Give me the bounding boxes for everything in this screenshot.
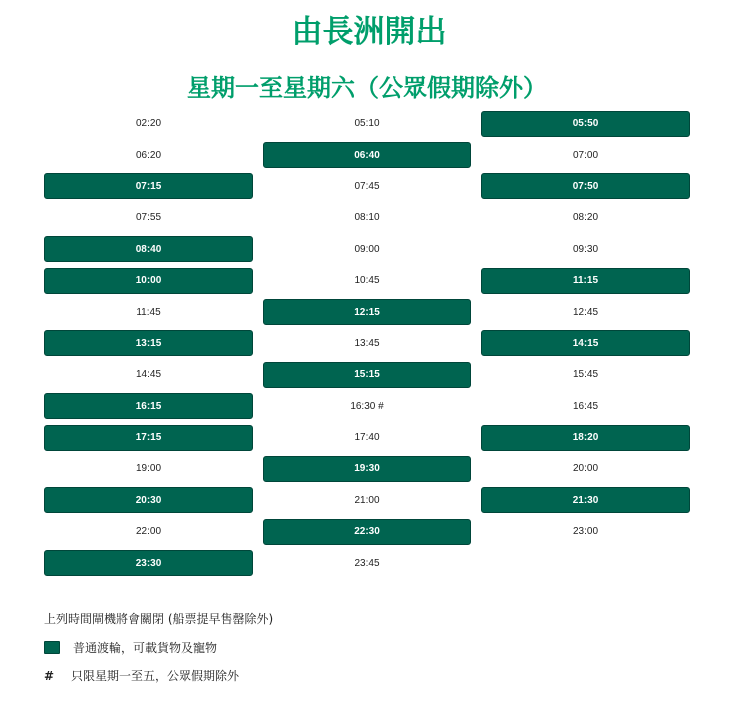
timetable-slot (44, 422, 253, 453)
ordinary-ferry-departure-time: 20:30 (44, 487, 253, 513)
departure-time: 16:45 (572, 400, 599, 412)
departure-time: 06:20 (135, 149, 162, 161)
ordinary-ferry-departure-time: 16:15 (44, 393, 253, 419)
departure-time: 09:00 (354, 243, 380, 255)
departure-time: 19:00 (135, 463, 162, 475)
timetable-slot (481, 108, 690, 139)
departure-time: 23:45 (354, 557, 380, 569)
ordinary-ferry-departure-time: 08:40 (44, 236, 253, 262)
timetable-slot (263, 485, 471, 516)
weekday-only-legend-row (44, 667, 239, 684)
timetable-slot (263, 108, 471, 139)
timetable-slot (263, 359, 471, 390)
departure-time: 17:40 (354, 432, 380, 444)
ordinary-ferry-departure-time: 19:30 (263, 456, 471, 482)
departure-time: 09:30 (572, 243, 599, 255)
ordinary-ferry-legend-row (44, 639, 217, 656)
timetable-slot (44, 171, 253, 202)
timetable-slot (263, 265, 471, 296)
timetable-slot (481, 516, 690, 547)
timetable-slot (44, 328, 253, 359)
timetable-slot (481, 234, 690, 265)
departure-time: 08:20 (572, 212, 599, 224)
timetable-slot (44, 359, 253, 390)
timetable-slot (263, 202, 471, 233)
ordinary-ferry-departure-time: 22:30 (263, 519, 471, 545)
departure-time: 02:20 (135, 118, 162, 130)
timetable-slot (263, 516, 471, 547)
ordinary-ferry-departure-time: 11:15 (481, 268, 690, 294)
ordinary-ferry-swatch-icon (44, 641, 60, 654)
ordinary-ferry-departure-time: 17:15 (44, 425, 253, 451)
timetable-slot (44, 108, 253, 139)
schedule-subtitle: 星期一至星期六（公眾假期除外） (187, 74, 547, 102)
timetable-slot (481, 391, 690, 422)
gate-note: 上列時間閘機將會關閉 (船票提早售罄除外) (44, 612, 274, 626)
timetable-slot (263, 139, 471, 170)
timetable-slot (44, 265, 253, 296)
timetable-slot (481, 202, 690, 233)
ordinary-ferry-departure-time: 06:40 (263, 142, 471, 168)
departure-time: 20:00 (572, 463, 599, 475)
ordinary-ferry-departure-time: 07:50 (481, 173, 690, 199)
timetable-slot (263, 296, 471, 327)
timetable-slot (263, 171, 471, 202)
timetable-slot (481, 422, 690, 453)
timetable-slot (44, 296, 253, 327)
ordinary-ferry-departure-time: 14:15 (481, 330, 690, 356)
departure-time: 13:45 (354, 337, 380, 349)
timetable-slot (481, 328, 690, 359)
ordinary-ferry-departure-time: 05:50 (481, 111, 690, 137)
departure-time: 16:30 # (350, 400, 384, 412)
departure-time: 08:10 (354, 212, 380, 224)
timetable-slot (481, 453, 690, 484)
timetable-slot (263, 234, 471, 265)
page-title: 由長洲開出 (291, 14, 447, 50)
timetable-slot (44, 453, 253, 484)
timetable-slot (44, 139, 253, 170)
ordinary-ferry-departure-time: 13:15 (44, 330, 253, 356)
ordinary-ferry-departure-time: 15:15 (263, 362, 471, 388)
departure-time: 15:45 (572, 369, 599, 381)
ordinary-ferry-departure-time: 10:00 (44, 268, 253, 294)
ordinary-ferry-departure-time: 23:30 (44, 550, 253, 576)
departure-time: 22:00 (135, 526, 162, 538)
timetable-slot (263, 328, 471, 359)
departure-time: 21:00 (354, 494, 380, 506)
timetable-slot (44, 516, 253, 547)
timetable-slot (44, 391, 253, 422)
timetable-slot (481, 296, 690, 327)
timetable-slot (481, 171, 690, 202)
ordinary-ferry-departure-time: 07:15 (44, 173, 253, 199)
departure-time: 07:45 (354, 180, 380, 192)
ordinary-ferry-departure-time: 21:30 (481, 487, 690, 513)
gate-note-row (44, 610, 273, 627)
departure-time: 07:55 (135, 212, 162, 224)
timetable-slot (481, 265, 690, 296)
departure-time: 10:45 (354, 275, 380, 287)
timetable-slot (481, 139, 690, 170)
timetable-grid (44, 108, 690, 579)
timetable-slot (481, 485, 690, 516)
timetable-slot (44, 202, 253, 233)
ordinary-ferry-departure-time: 12:15 (263, 299, 471, 325)
timetable-slot (263, 391, 471, 422)
ordinary-ferry-departure-time: 18:20 (481, 425, 690, 451)
departure-time: 23:00 (572, 526, 599, 538)
weekday-only-note: 只限星期一至五，公眾假期除外 (71, 669, 240, 683)
timetable-slot (44, 485, 253, 516)
ordinary-ferry-note: 普通渡輪，可載貨物及寵物 (73, 641, 218, 655)
departure-time: 12:45 (572, 306, 599, 318)
departure-time: 07:00 (572, 149, 599, 161)
timetable-slot (481, 359, 690, 390)
departure-time: 11:45 (136, 306, 161, 318)
hash-symbol-icon: # (44, 668, 55, 683)
departure-time: 14:45 (135, 369, 162, 381)
timetable-slot (263, 453, 471, 484)
timetable-slot (263, 422, 471, 453)
timetable-slot (44, 234, 253, 265)
departure-time: 05:10 (354, 118, 380, 130)
timetable-slot (44, 547, 253, 578)
timetable-slot (263, 547, 471, 578)
